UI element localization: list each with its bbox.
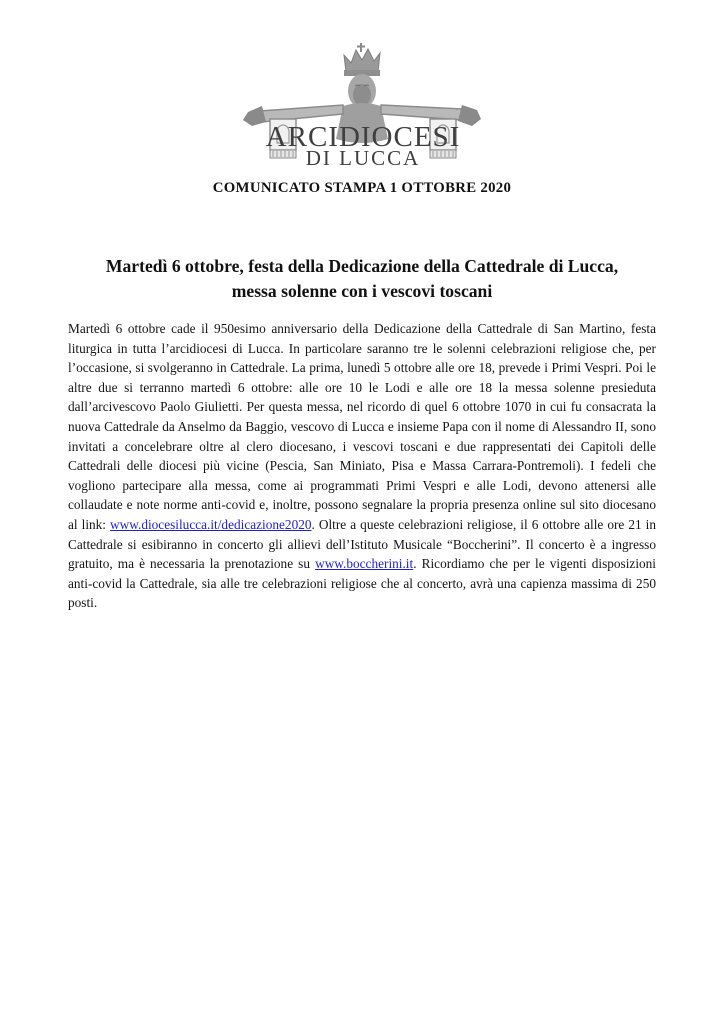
- logo-wordmark-di-lucca: DI LUCCA: [305, 146, 421, 167]
- volto-santo-crest-icon: [242, 42, 482, 167]
- body-text-segment-2: . Oltre a queste celebrazioni religiose, il 6 ottobre alle ore 21 in Cattedrale si esibiranno in concerto gli allievi dell’Istituto Musicale “Boccherini”. Il concerto è a ingresso gratuito, ma è necessaria la prenotazione su: [68, 516, 657, 572]
- body-text-segment-1: Martedì 6 ottobre cade il 950esimo anniversario della Dedicazione della Cattedrale di San Martino, festa liturgica in tutta l’arcidiocesi di Lucca. In particolare saranno tre le solenni celebrazioni religiose che, per l’occasione, si svolgeranno in Cattedrale. La prima, lunedì 5 ottobre alle ore 18, prevede i Primi Vespri. Poi le altre due si terranno martedì 6 ottobre: alle ore 10 le Lodi e alle ore 18 la messa solenne presieduta dall’arcivescovo Paolo Giulietti. Per questa messa, nel ricordo di quel 6 ottobre 1070 in cui fu consacrata la nuova Cattedrale da Anselmo da Baggio, vescovo di Lucca e insieme Papa con il nome di Alessandro II, sono invitati a concelebrare oltre al clero diocesano, i vescovi toscani e due rappresentati dei Capitoli delle Cattedrali delle diocesi più vicine (Pescia, San Miniato, Pisa e Massa Carrara-Pontremoli). I fedeli che vogliono partecipare alla messa, come ai programmati Primi Vespri e alle Lodi, devono attenersi alle collaudate e note norme anti-covid e, inoltre, possono segnalare la propria presenza online sul sito diocesano al link:: [68, 321, 656, 532]
- document-title: [34, 254, 690, 304]
- press-release-heading: COMUNICATO STAMPA 1 OTTOBRE 2020: [212, 180, 512, 196]
- body-text-segment-3: . Ricordiamo che per le vigenti disposizioni anti-covid la Cattedrale, sia alle tre celebrazioni religiose che al concerto, avrà una capienza massima di 250 posti.: [68, 556, 656, 611]
- link-diocesilucca-dedicazione2020[interactable]: www.diocesilucca.it/dedicazione2020: [110, 516, 312, 532]
- link-boccherini[interactable]: www.boccherini.it: [315, 556, 414, 572]
- body-paragraph: [68, 319, 656, 613]
- document-title-line1: Martedì 6 ottobre, festa della Dedicazione della Cattedrale di Lucca,: [105, 256, 619, 276]
- arcidiocesi-lucca-logo: [0, 0, 724, 167]
- document-title-line2: messa solenne con i vescovi toscani: [231, 281, 493, 301]
- logo-wordmark-arcidiocesi: ARCIDIOCESI: [265, 121, 461, 153]
